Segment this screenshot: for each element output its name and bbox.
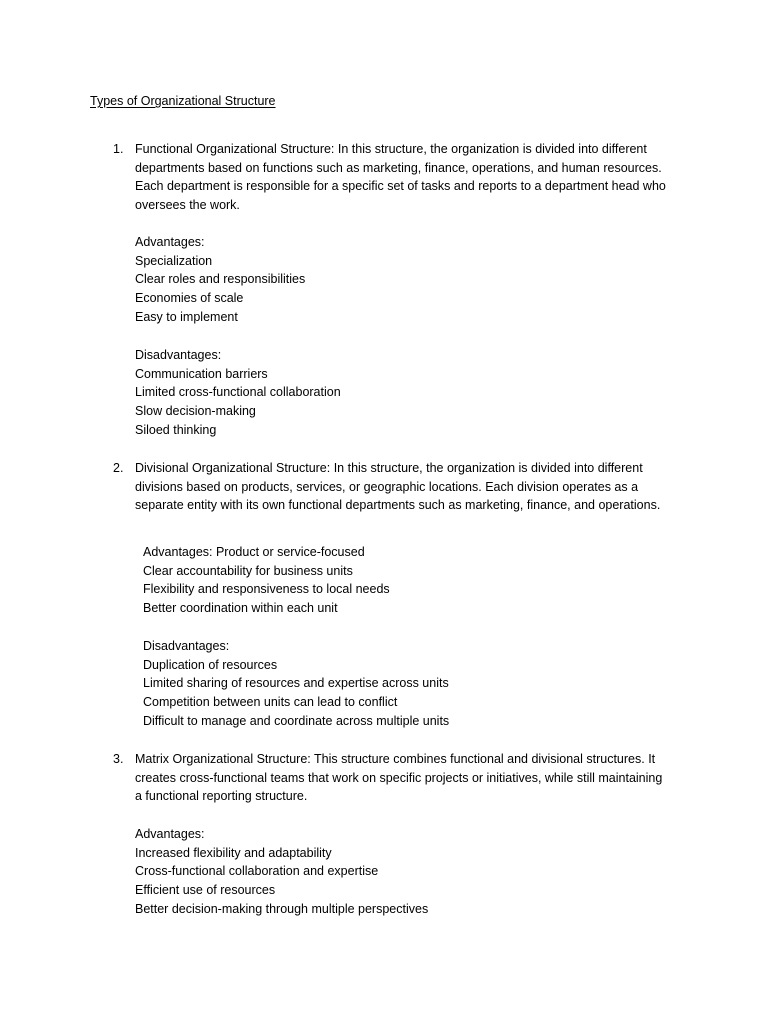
advantages-heading: Advantages: <box>135 827 205 841</box>
description-line: creates cross-functional teams that work on specific projects or initiatives, while still maintaining <box>135 770 663 785</box>
section-description <box>135 459 680 515</box>
disadvantages-list <box>143 637 449 730</box>
advantages-list <box>143 543 390 618</box>
section-description <box>135 140 680 215</box>
description-line: oversees the work. <box>135 198 240 213</box>
description-line: a functional reporting structure. <box>135 789 308 804</box>
list-item: Better coordination within each unit <box>143 601 338 616</box>
advantages-list <box>135 233 305 326</box>
section-number: 1. <box>113 142 124 156</box>
list-item: Clear roles and responsibilities <box>135 272 306 287</box>
disadvantages-heading: Disadvantages: <box>135 348 222 362</box>
list-item: Better decision-making through multiple perspectives <box>135 901 429 916</box>
section-number: 2. <box>113 461 124 475</box>
list-item: Difficult to manage and coordinate across multiple units <box>143 713 450 728</box>
list-item: Limited cross-functional collaboration <box>135 385 341 400</box>
description-line: Each department is responsible for a specific set of tasks and reports to a department head who <box>135 179 666 194</box>
description-line: Divisional Organizational Structure: In this structure, the organization is divided into different <box>135 461 643 475</box>
list-item: Competition between units can lead to conflict <box>143 695 398 710</box>
advantages-heading: Advantages: <box>135 235 205 249</box>
section-number: 3. <box>113 752 124 766</box>
advantages-list <box>135 825 428 918</box>
list-item: Increased flexibility and adaptability <box>135 845 332 860</box>
document-title: Types of Organizational Structure <box>90 94 276 108</box>
list-item: Communication barriers <box>135 366 268 381</box>
disadvantages-list <box>135 346 341 439</box>
list-item: Easy to implement <box>135 309 238 324</box>
list-item: Duplication of resources <box>143 657 278 672</box>
list-item: Siloed thinking <box>135 422 217 437</box>
list-item: Economies of scale <box>135 291 244 306</box>
list-item: Flexibility and responsiveness to local needs <box>143 582 390 597</box>
description-line: departments based on functions such as marketing, finance, operations, and human resources. <box>135 160 662 175</box>
list-item: Specialization <box>135 253 213 268</box>
list-item: Slow decision-making <box>135 404 256 419</box>
disadvantages-heading: Disadvantages: <box>143 639 230 653</box>
list-item: Clear accountability for business units <box>143 563 353 578</box>
list-item: Efficient use of resources <box>135 883 276 898</box>
description-line: divisions based on products, services, or geographic locations. Each division operates as a <box>135 479 639 494</box>
section-description <box>135 750 680 806</box>
list-item: Cross-functional collaboration and expertise <box>135 864 379 879</box>
advantages-heading: Advantages: Product or service-focused <box>143 545 365 559</box>
description-line: separate entity with its own functional departments such as marketing, finance, and operations. <box>135 498 661 513</box>
description-line: Matrix Organizational Structure: This structure combines functional and divisional structures. It <box>135 752 656 766</box>
description-line: Functional Organizational Structure: In this structure, the organization is divided into different <box>135 142 647 156</box>
list-item: Limited sharing of resources and expertise across units <box>143 676 449 691</box>
